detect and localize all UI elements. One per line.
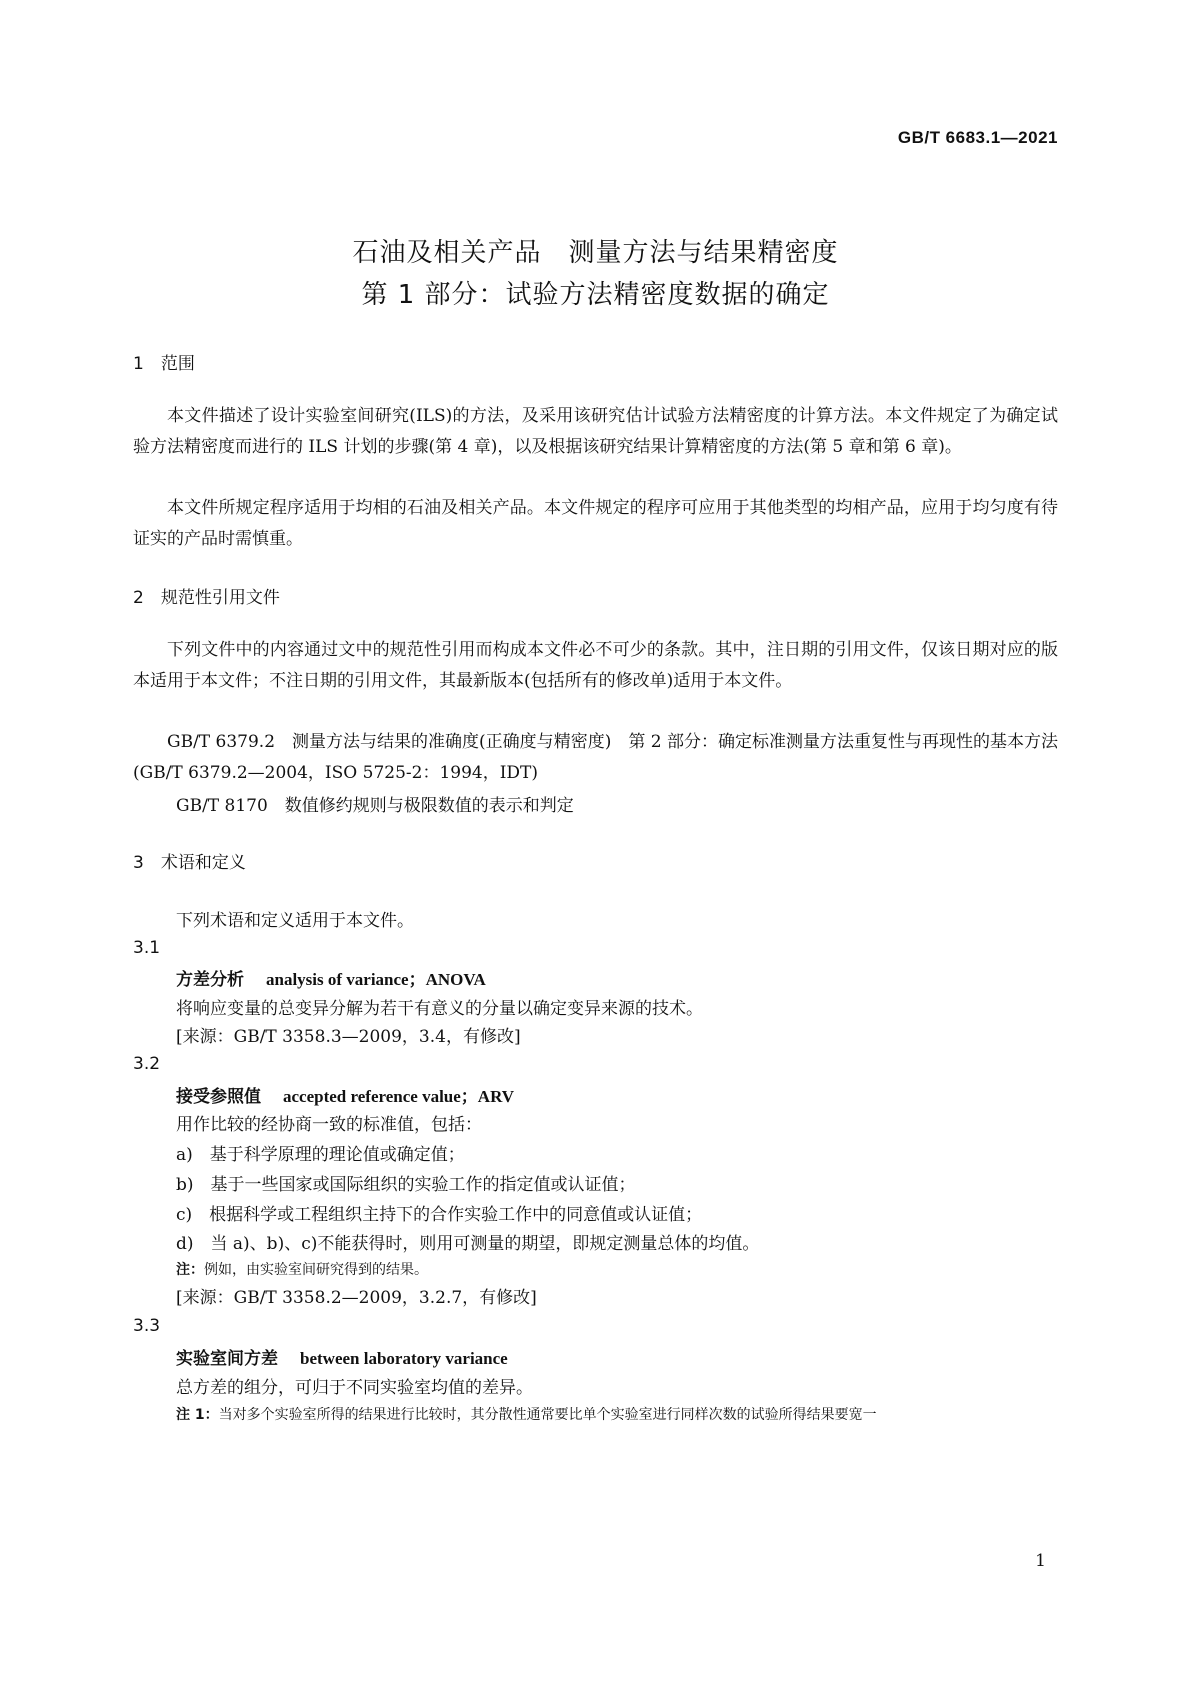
- section-1-paragraph-2: 本文件所规定程序适用于均相的石油及相关产品。本文件规定的程序可应用于其他类型的均相产品，应用于均匀度有待证实的产品时需慎重。: [133, 498, 1058, 549]
- term-3-3-note-1: [176, 1404, 1061, 1424]
- term-3-2-source: [来源：GB/T 3358.2—2009，3.2.7，有修改]: [176, 1288, 537, 1308]
- term-3-3-definition: 总方差的组分，可归于不同实验室均值的差异。: [176, 1378, 533, 1398]
- term-3-2-title: [176, 1082, 514, 1107]
- standard-code: GB/T 6683.1—2021: [897, 128, 1058, 147]
- section-2-heading: 2 规范性引用文件: [133, 588, 280, 608]
- section-3-intro: 下列术语和定义适用于本文件。: [176, 911, 414, 931]
- term-3-2-definition: 用作比较的经协商一致的标准值，包括：: [176, 1115, 482, 1135]
- note-text: 当对多个实验室所得的结果进行比较时，其分散性通常要比单个实验室进行同样次数的试验所得结果要宽一: [218, 1407, 877, 1423]
- note-label: 注 1：: [176, 1407, 219, 1423]
- term-3-1-source: [来源：GB/T 3358.3—2009，3.4，有修改]: [176, 1027, 521, 1047]
- term-3-2-number: 3.2: [133, 1054, 161, 1074]
- note-label: 注：: [176, 1262, 204, 1278]
- term-3-1-english: analysis of variance；ANOVA: [266, 970, 486, 989]
- section-1-paragraph-1: 本文件描述了设计实验室间研究(ILS)的方法，及采用该研究估计试验方法精密度的计算方法。本文件规定了为确定试验方法精密度而进行的 ILS 计划的步骤(第 4 章)，以及根据该研究结果计算精密度的方法(第 5 章和第 6 章)。: [133, 406, 1058, 457]
- term-3-1-number: 3.1: [133, 938, 161, 958]
- term-3-3-number: 3.3: [133, 1316, 161, 1336]
- term-3-2-item-b: b) 基于一些国家或国际组织的实验工作的指定值或认证值；: [176, 1175, 636, 1195]
- section-2-paragraph-1: 下列文件中的内容通过文中的规范性引用而构成本文件必不可少的条款。其中，注日期的引用文件，仅该日期对应的版本适用于本文件；不注日期的引用文件，其最新版本(包括所有的修改单)适用于本文件。: [133, 640, 1058, 691]
- page-number: 1: [1035, 1551, 1046, 1571]
- section-1-heading: 1 范围: [133, 354, 195, 374]
- term-3-2-note: [176, 1259, 428, 1279]
- term-3-1-chinese: 方差分析: [176, 970, 244, 990]
- document-title-line2: 第 1 部分：试验方法精密度数据的确定: [361, 280, 830, 310]
- section-3-heading: 3 术语和定义: [133, 853, 246, 873]
- term-3-2-english: accepted reference value；ARV: [283, 1087, 515, 1106]
- reference-gbt-6379-2: GB/T 6379.2 测量方法与结果的准确度(正确度与精密度) 第 2 部分：确定标准测量方法重复性与再现性的基本方法(GB/T 6379.2—2004，ISO 5725-2：1994，IDT): [133, 732, 1058, 783]
- term-3-3-title: [176, 1344, 508, 1369]
- reference-gbt-8170: GB/T 8170 数值修约规则与极限数值的表示和判定: [176, 796, 574, 816]
- term-3-2-item-c: c) 根据科学或工程组织主持下的合作实验工作中的同意值或认证值；: [176, 1205, 703, 1225]
- term-3-3-english: between laboratory variance: [300, 1349, 508, 1368]
- term-3-2-chinese: 接受参照值: [176, 1087, 261, 1107]
- term-3-1-definition: 将响应变量的总变异分解为若干有意义的分量以确定变异来源的技术。: [176, 999, 703, 1019]
- term-3-2-item-d: d) 当 a)、b)、c)不能获得时，则用可测量的期望，即规定测量总体的均值。: [176, 1234, 760, 1254]
- term-3-2-item-a: a) 基于科学原理的理论值或确定值；: [176, 1145, 465, 1165]
- term-3-3-chinese: 实验室间方差: [176, 1349, 278, 1369]
- document-title-line1: 石油及相关产品 测量方法与结果精密度: [352, 238, 839, 268]
- term-3-1-title: [176, 965, 486, 990]
- note-text: 例如，由实验室间研究得到的结果。: [204, 1262, 428, 1278]
